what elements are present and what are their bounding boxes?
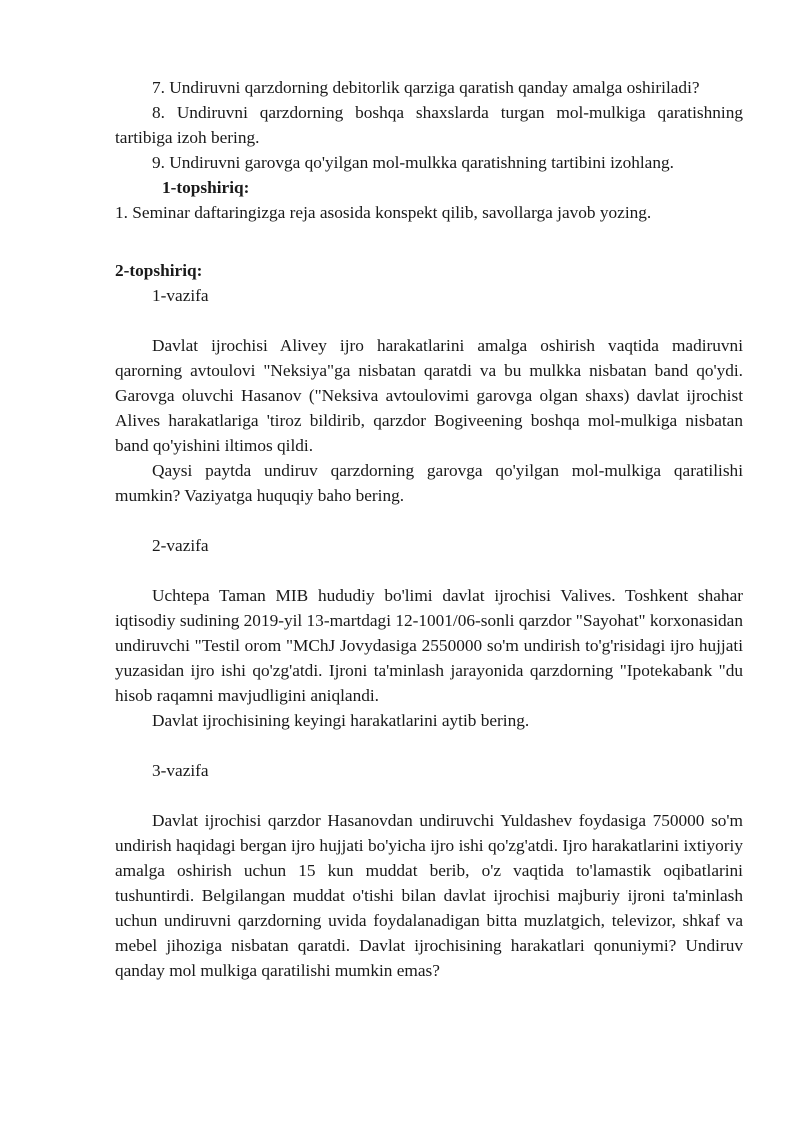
task1-text: 1. Seminar daftaringizga reja asosida konspekt qilib, savollarga javob yozing. (115, 203, 652, 222)
task1-heading: 1-topshiriq: (162, 178, 250, 197)
vazifa2-paragraph-2: Davlat ijrochisining keyingi harakatlarini aytib bering. (152, 711, 530, 730)
vazifa1-title: 1-vazifa (152, 286, 209, 305)
question-8: 8. Undiruvni qarzdorning boshqa shaxslarda turgan mol-mulkiga qaratishning tartibiga izoh bering. (115, 103, 743, 147)
vazifa1-paragraph-2: Qaysi paytda undiruv qarzdorning garovga qo'yilgan mol-mulkiga qaratilishi mumkin? Vaziyatga huquqiy baho bering. (115, 461, 743, 505)
question-9: 9. Undiruvni garovga qo'yilgan mol-mulkka qaratishning tartibini izohlang. (152, 153, 674, 172)
vazifa3-title: 3-vazifa (152, 761, 209, 780)
task2-heading: 2-topshiriq: (115, 261, 203, 280)
vazifa1-paragraph-1: Davlat ijrochisi Alivey ijro harakatlarini amalga oshirish vaqtida madiruvni qarorning avtoulovi "Neksiya"ga nisbatan qaratdi va bu mulkka nisbatan band qo'ydi. Garovga oluvchi Hasanov ("Neksiva avtoulovimi garovga olgan shaxs) davlat ijrochist Alives harakatlariga 'tiroz bildirib, qarzdor Bogiveening boshqa mol-mulkiga nisbatan band qo'yishini iltimos qildi. (115, 336, 743, 455)
vazifa3-paragraph-1: Davlat ijrochisi qarzdor Hasanovdan undiruvchi Yuldashev foydasiga 750000 so'm undirish haqidagi bergan ijro hujjati bo'yicha ijro ishi qo'zg'atdi. Ijro harakatlarini ixtiyoriy amalga oshirish uchun 15 kun muddat berib, o'z vaqtida to'lamastik oqibatlarini tushuntirdi. Belgilangan muddat o'tishi bilan davlat ijrochisi majburiy ijroni ta'minlash uchun undiruvni qarzdorning uvida foydalanadigan bitta muzlatgich, televizor, shkaf va mebel jihoziga nisbatan qaratdi. Davlat ijrochisining harakatlari qonuniymi? Undiruv qanday mol mulkiga qaratilishi mumkin emas? (115, 811, 743, 980)
vazifa2-title: 2-vazifa (152, 536, 209, 555)
question-7: 7. Undiruvni qarzdorning debitorlik qarziga qaratish qanday amalga oshiriladi? (152, 78, 700, 97)
vazifa2-paragraph-1: Uchtepa Taman MIB hududiy bo'limi davlat ijrochisi Valives. Toshkent shahar iqtisodiy sudining 2019-yil 13-martdagi 12-1001/06-sonli qarzdor "Sayohat" korxonasidan undiruvchi "Testil orom "MChJ Jovydasiga 2550000 so'm undirish to'g'risidagi ijro hujjati yuzasidan ijro ishi qo'zg'atdi. Ijroni ta'minlash jarayonida qarzdorning "Ipotekabank "du hisob raqamni mavjudligini aniqlandi. (115, 586, 743, 705)
document-body (115, 75, 743, 983)
